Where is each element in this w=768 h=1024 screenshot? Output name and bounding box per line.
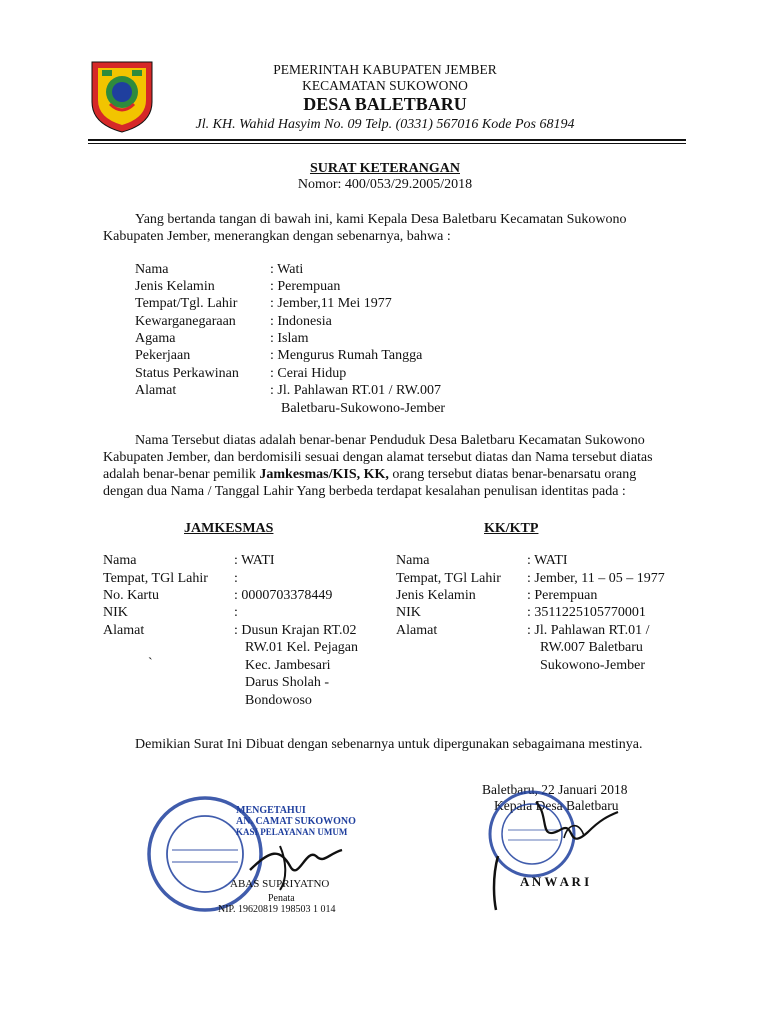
kk-ktp-label: Alamat <box>396 623 438 638</box>
body-line-1: Nama Tersebut diatas adalah benar-benar Penduduk Desa Baletbaru Kecamatan Sukowono <box>135 433 645 448</box>
jamkesmas-label: No. Kartu <box>103 588 159 603</box>
jamkesmas-row <box>103 623 357 639</box>
kk-ktp-address-line: Sukowono-Jember <box>540 658 645 673</box>
identity-label: Tempat/Tgl. Lahir <box>135 296 238 311</box>
letterhead-district: KECAMATAN SUKOWONO <box>302 78 468 93</box>
jamkesmas-row <box>103 571 238 587</box>
jamkesmas-row <box>103 605 238 621</box>
kk-ktp-label: Nama <box>396 553 430 568</box>
village-stamp-icon <box>468 782 638 922</box>
identity-label: Nama <box>135 262 169 277</box>
jamkesmas-label: Tempat, TGl Lahir <box>103 571 208 586</box>
identity-row <box>135 314 332 330</box>
identity-label: Agama <box>135 331 176 346</box>
signing-position: Kepala Desa Baletbaru <box>494 798 619 813</box>
intro-paragraph <box>103 211 677 245</box>
jember-regency-crest-icon <box>88 58 156 134</box>
identity-row <box>135 296 392 312</box>
body-line-3 <box>103 466 677 483</box>
identity-label: Kewarganegaraan <box>135 314 236 329</box>
letterhead-government: PEMERINTAH KABUPATEN JEMBER <box>273 62 497 77</box>
jamkesmas-label: NIK <box>103 605 128 620</box>
closing-statement: Demikian Surat Ini Dibuat dengan sebenarnya untuk dipergunakan sebagaimana mestinya. <box>135 737 643 752</box>
jamkesmas-row <box>103 553 275 569</box>
signer-name: A N W A R I <box>520 874 590 889</box>
identity-value: : Jember,11 Mei 1977 <box>270 296 392 311</box>
identity-value: : Cerai Hidup <box>270 366 347 381</box>
identity-label: Status Perkawinan <box>135 366 239 381</box>
jamkesmas-value: : WATI <box>234 553 275 568</box>
identity-value: : Mengurus Rumah Tangga <box>270 348 423 363</box>
jamkesmas-label: Alamat <box>103 623 145 638</box>
body-line-3-end: orang tersebut diatas benar-benarsatu orang <box>388 467 637 482</box>
jamkesmas-value: : Dusun Krajan RT.02 <box>234 623 357 638</box>
identity-row <box>135 366 346 382</box>
jamkesmas-row <box>103 588 332 604</box>
acknowledgement-section: KASI PELAYANAN UMUM <box>236 827 348 837</box>
identity-value: : Perempuan <box>270 279 341 294</box>
identity-address-continuation: Baletbaru-Sukowono-Jember <box>281 401 446 416</box>
letterhead-village: DESA BALETBARU <box>303 94 467 114</box>
jamkesmas-label: Nama <box>103 553 137 568</box>
identity-label: Pekerjaan <box>135 348 191 363</box>
letterhead-rule-thin <box>88 143 686 144</box>
jamkesmas-address-line: Kec. Jambesari <box>245 658 331 673</box>
kk-ktp-label: Jenis Kelamin <box>396 588 476 603</box>
acknowledger-rank: Penata <box>268 893 295 904</box>
stray-mark: ` <box>148 656 153 671</box>
intro-line-2: Kabupaten Jember, menerangkan dengan sebenarnya, bahwa : <box>103 229 451 244</box>
kk-ktp-row <box>396 623 650 639</box>
identity-label: Jenis Kelamin <box>135 279 215 294</box>
body-paragraph <box>103 432 677 500</box>
identity-value: : Wati <box>270 262 304 277</box>
identity-row <box>135 348 422 364</box>
identity-row <box>135 383 441 399</box>
body-line-4: dengan dua Nama / Tanggal Lahir Yang berbeda terdapat kesalahan penulisan identitas pada : <box>103 484 626 499</box>
jamkesmas-value: : 0000703378449 <box>234 588 333 603</box>
kk-ktp-heading: KK/KTP <box>484 521 539 536</box>
body-line-2: Kabupaten Jember, dan berdomisili sesuai dengan alamat tersebut diatas dan Nama tersebut diatas <box>103 450 653 465</box>
acknowledger-nip: NIP. 19620819 198503 1 014 <box>218 904 336 915</box>
kk-ktp-row <box>396 588 597 604</box>
signing-place-date: Baletbaru, 22 Januari 2018 <box>482 782 628 797</box>
kk-ktp-address-line: RW.007 Baletbaru <box>540 640 643 655</box>
kk-ktp-row <box>396 553 568 569</box>
jamkesmas-heading: JAMKESMAS <box>184 521 274 536</box>
kk-ktp-value: : Perempuan <box>527 588 598 603</box>
identity-value: : Islam <box>270 331 309 346</box>
jamkesmas-address-line: RW.01 Kel. Pejagan <box>245 640 359 655</box>
kk-ktp-value: : Jember, 11 – 05 – 1977 <box>527 571 665 586</box>
body-line-3-start: adalah benar-benar pemilik <box>103 467 260 482</box>
jamkesmas-value: : <box>234 605 238 620</box>
acknowledgement-office: AN. CAMAT SUKOWONO <box>236 816 356 827</box>
identity-label: Alamat <box>135 383 177 398</box>
intro-line-1: Yang bertanda tangan di bawah ini, kami Kepala Desa Baletbaru Kecamatan Sukowono <box>135 212 627 227</box>
kk-ktp-value: : WATI <box>527 553 568 568</box>
kk-ktp-row <box>396 571 665 587</box>
identity-value: : Jl. Pahlawan RT.01 / RW.007 <box>270 383 442 398</box>
kk-ktp-value: : 3511225105770001 <box>527 605 646 620</box>
identity-row <box>135 331 309 347</box>
jamkesmas-address-line: Darus Sholah - <box>245 675 329 690</box>
document-title: SURAT KETERANGAN <box>309 161 460 176</box>
acknowledger-name: ABAS SUPRIYATNO <box>230 878 330 890</box>
identity-row <box>135 262 303 278</box>
jamkesmas-address-line: Bondowoso <box>245 693 312 708</box>
letterhead-address: Jl. KH. Wahid Hasyim No. 09 Telp. (0331) 567016 Kode Pos 68194 <box>195 117 575 132</box>
document-number: Nomor: 400/053/29.2005/2018 <box>297 177 473 192</box>
identity-row <box>135 279 340 295</box>
letterhead-rule-thick <box>88 139 686 141</box>
jamkesmas-value: : <box>234 571 238 586</box>
kk-ktp-value: : Jl. Pahlawan RT.01 / <box>527 623 650 638</box>
acknowledgement-title: MENGETAHUI <box>236 805 306 816</box>
body-line-3-bold: Jamkesmas/KIS, KK, <box>259 467 389 482</box>
kk-ktp-label: Tempat, TGl Lahir <box>396 571 501 586</box>
kk-ktp-row <box>396 605 646 621</box>
kk-ktp-label: NIK <box>396 605 421 620</box>
identity-value: : Indonesia <box>270 314 332 329</box>
